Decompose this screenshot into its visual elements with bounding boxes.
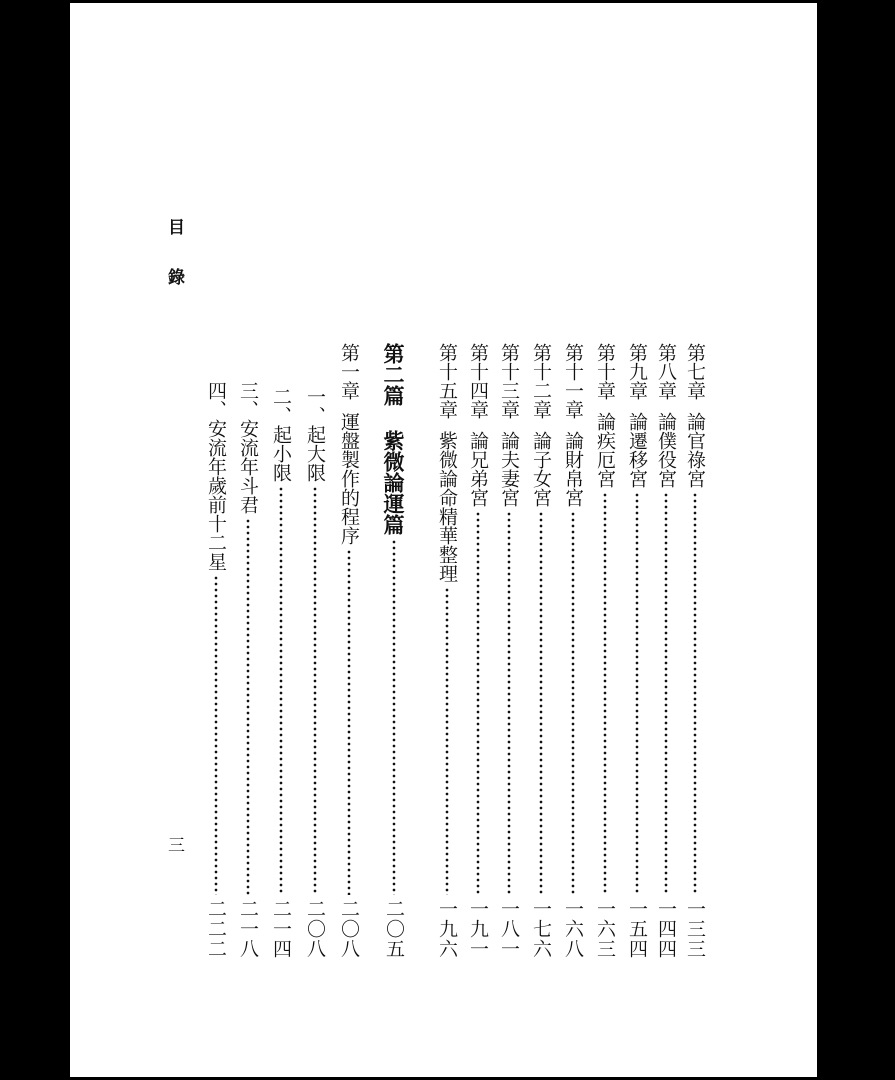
page-ref: 一七六: [530, 899, 552, 959]
dot-leader: [235, 518, 260, 895]
section-title: 紫微論運篇: [381, 430, 406, 535]
chapter-label: 第七章: [684, 343, 706, 400]
dot-leader: [203, 575, 228, 895]
chapter-title: 論財帛宮: [562, 431, 584, 507]
toc-entry: [653, 343, 678, 959]
toc-entry: [336, 343, 361, 959]
chapter-title: 運盤製作的程序: [338, 412, 360, 545]
toc-subentry: [268, 387, 293, 959]
item-number: 一、: [304, 387, 326, 425]
item-title: 安流年斗君: [237, 419, 259, 514]
chapter-label: 第十章: [594, 343, 616, 400]
dot-leader: [381, 539, 406, 895]
page-ref: 一五四: [626, 899, 648, 959]
item-title: 安流年歲前十二星: [205, 419, 227, 571]
toc-entry: [528, 343, 553, 959]
chapter-title: 論遷移宮: [626, 412, 648, 488]
dot-leader: [268, 486, 293, 895]
toc-subentry: [302, 387, 327, 959]
chapter-title: 論子女宮: [530, 431, 552, 507]
dot-leader: [560, 511, 585, 895]
toc-entry: [560, 343, 585, 959]
running-heading-bottom: 錄: [164, 268, 184, 285]
dot-leader: [302, 486, 327, 895]
chapter-label: 第十四章: [467, 343, 489, 419]
book-page: [70, 3, 817, 1077]
page-ref: 一六三: [594, 899, 616, 959]
toc-subentry: [235, 381, 260, 959]
item-title: 起小限: [270, 425, 292, 482]
chapter-label: 第八章: [655, 343, 677, 400]
toc-section-entry: [381, 343, 406, 959]
page-ref: 一九六: [436, 899, 458, 959]
chapter-title: 論疾厄宮: [594, 412, 616, 488]
chapter-title: 論兄弟宮: [467, 431, 489, 507]
toc-entry: [592, 343, 617, 959]
page-ref: 一八一: [498, 899, 520, 959]
toc-entry: [624, 343, 649, 959]
page-ref: 一三三: [684, 899, 706, 959]
toc-entry: [496, 343, 521, 959]
dot-leader: [653, 492, 678, 895]
chapter-title: 論夫妻宮: [498, 431, 520, 507]
dot-leader: [624, 492, 649, 895]
item-number: 四、: [205, 381, 227, 419]
chapter-title: 論官祿宮: [684, 412, 706, 488]
chapter-label: 第九章: [626, 343, 648, 400]
toc-entry: [682, 343, 707, 959]
page-ref: 二〇八: [304, 899, 326, 959]
page-ref: 二二二: [205, 899, 227, 959]
page-ref: 二〇八: [338, 899, 360, 959]
chapter-label: 第十二章: [530, 343, 552, 419]
toc-entry: [465, 343, 490, 959]
chapter-label: 第一章: [338, 343, 360, 400]
page-ref: 二一四: [270, 899, 292, 959]
item-number: 二、: [270, 387, 292, 425]
chapter-label: 第十五章: [436, 343, 458, 419]
toc-subentry: [203, 381, 228, 959]
page-ref: 一九一: [467, 899, 489, 959]
dot-leader: [682, 492, 707, 895]
page-ref: 二一八: [237, 899, 259, 959]
dot-leader: [465, 511, 490, 895]
toc-entry: [434, 343, 459, 959]
dot-leader: [434, 587, 459, 895]
page-ref: 一四四: [655, 899, 677, 959]
dot-leader: [592, 492, 617, 895]
dot-leader: [336, 549, 361, 895]
page-ref: 一六八: [562, 899, 584, 959]
item-title: 起大限: [304, 425, 326, 482]
chapter-label: 第十三章: [498, 343, 520, 419]
item-number: 三、: [237, 381, 259, 419]
page-ref: 二〇五: [383, 899, 405, 959]
chapter-title: 紫微論命精華整理: [436, 431, 458, 583]
section-label: 第二篇: [381, 343, 406, 406]
chapter-title: 論僕役宮: [655, 412, 677, 488]
chapter-label: 第十一章: [562, 343, 584, 419]
dot-leader: [528, 511, 553, 895]
running-heading-top: 目: [164, 218, 184, 235]
dot-leader: [496, 511, 521, 895]
page-number: 三: [164, 836, 184, 853]
